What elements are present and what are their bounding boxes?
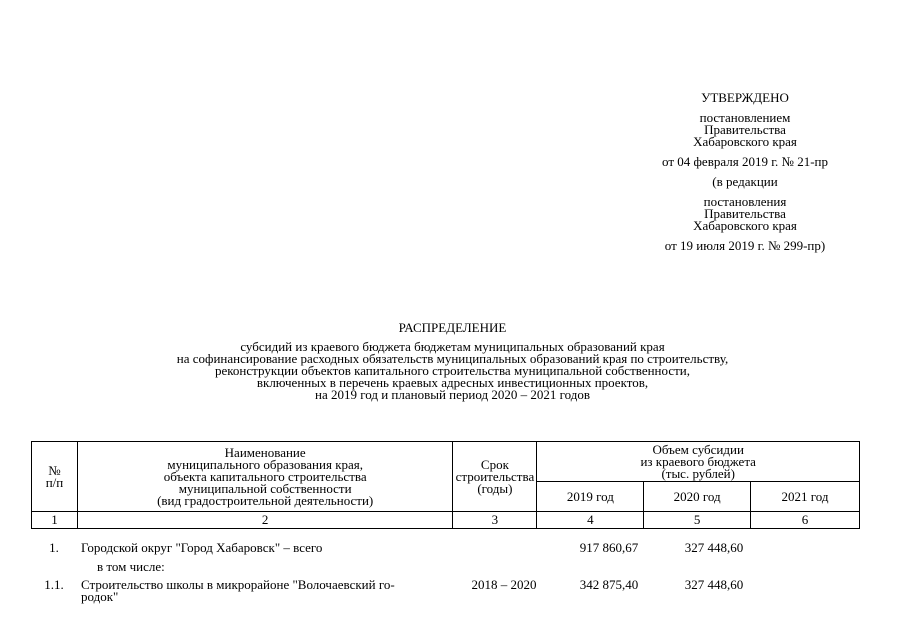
row-number: 1.1. — [44, 577, 64, 592]
header-name-line: Наименование — [224, 444, 306, 460]
row-value-2019: 342 875,40 — [579, 577, 639, 592]
approval-authority — [640, 112, 850, 148]
column-number: 1 — [32, 512, 78, 529]
header-year-2020: 2020 год — [644, 482, 751, 512]
row-term: 2018 – 2020 — [471, 577, 537, 592]
subtitle-line: на софинансирование расходных обязательств муниципальных образований края по строительству, — [176, 351, 729, 366]
approval-line: Хабаровского края — [693, 134, 797, 149]
header-term-line: (годы) — [477, 480, 513, 496]
header-volume-line: Объем субсидии — [652, 441, 744, 457]
header-volume-line: из краевого бюджета — [640, 453, 756, 469]
header-name-line: муниципального образования края, — [167, 456, 364, 472]
approval-stamp — [640, 92, 850, 252]
row-name-line: родок" — [81, 589, 119, 604]
column-number: 6 — [751, 512, 860, 529]
subtitle-line: включенных в перечень краевых адресных инвестиционных проектов, — [256, 375, 649, 390]
amendment-line: Правительства — [704, 206, 786, 221]
header-volume-line: (тыс. рублей) — [661, 465, 735, 481]
amendment-line: Хабаровского края — [693, 218, 797, 233]
column-number: 3 — [453, 512, 537, 529]
amendment-date: от 19 июля 2019 г. № 299-пр) — [664, 238, 826, 253]
document-subtitle — [100, 341, 805, 401]
subtitle-line: реконструкции объектов капитального строительства муниципальной собственности, — [215, 363, 690, 378]
column-number: 2 — [77, 512, 452, 529]
header-num-line: п/п — [45, 474, 64, 490]
approval-edition: (в редакции — [712, 174, 778, 189]
column-number: 4 — [537, 512, 644, 529]
header-name-line: объекта капитального строительства — [163, 468, 367, 484]
column-number: 5 — [644, 512, 751, 529]
row-name — [81, 579, 451, 603]
table-row — [31, 579, 860, 609]
header-year-2019: 2019 год — [537, 482, 644, 512]
row-name-line: Строительство школы в микрорайоне "Волочаевский го- — [81, 577, 395, 592]
row-name: в том числе: — [97, 559, 165, 574]
amendment-line: постановления — [703, 194, 787, 209]
header-volume — [537, 442, 860, 482]
header-year-2021: 2021 год — [751, 482, 860, 512]
approval-date: от 04 февраля 2019 г. № 21-пр — [662, 154, 828, 169]
row-number: 1. — [49, 540, 59, 555]
header-name — [77, 442, 452, 512]
header-name-line: муниципальной собственности — [178, 480, 352, 496]
header-term-line: Срок — [480, 456, 509, 472]
amendment-authority — [640, 196, 850, 232]
row-value-2020: 327 448,60 — [684, 540, 744, 555]
approval-line: Правительства — [704, 122, 786, 137]
header-term — [453, 442, 537, 512]
document-title: РАСПРЕДЕЛЕНИЕ — [398, 320, 507, 335]
row-value-2019: 917 860,67 — [579, 540, 639, 555]
header-num — [32, 442, 78, 512]
distribution-table-header — [31, 441, 860, 529]
header-num-line: № — [48, 462, 61, 478]
subtitle-line: субсидий из краевого бюджета бюджетам муниципальных образований края — [240, 339, 665, 354]
header-term-line: строительства — [455, 468, 535, 484]
approval-line: постановлением — [699, 110, 791, 125]
subtitle-line: на 2019 год и плановый период 2020 – 2021 годов — [315, 387, 590, 402]
row-name: Городской округ "Город Хабаровск" – всего — [81, 540, 323, 555]
header-name-line: (вид градостроительной деятельности) — [157, 492, 374, 508]
approval-title: УТВЕРЖДЕНО — [701, 90, 789, 105]
row-value-2020: 327 448,60 — [684, 577, 744, 592]
